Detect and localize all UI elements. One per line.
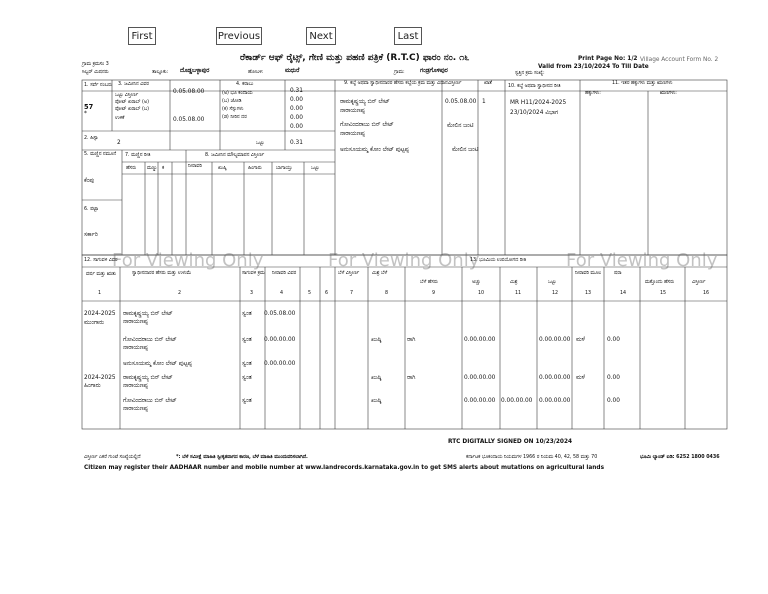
kharab-value-2: 0.00 xyxy=(290,97,303,103)
col-mixed: ಮಿಶ್ರ xyxy=(510,280,518,285)
hobli-label: ಹೋಬಳಿ: xyxy=(248,70,264,75)
land-row-kharab-a: ಪೋಟ್ ಖರಾಬ್ (ಅ) xyxy=(115,100,149,105)
col-pure: ಅಚ್ಚು xyxy=(472,280,481,285)
col-head-rabi: ಹಿಂಗಾರು xyxy=(248,166,262,171)
col-num-7: 7 xyxy=(350,291,354,296)
col-num-2: 2 xyxy=(178,291,182,296)
row5-name: ಗೋವಿಂದರಾಜು ಬಿನ್ ಲೇಟ್ xyxy=(123,398,177,404)
head-valuation: 8. ಜಮೀನಿನ ಮೌಲ್ಯಮಾಪನ ವಿಸ್ತೀರ್ಣ xyxy=(205,153,265,158)
col-head-garden: ಬಾಗಾಯ್ತು xyxy=(276,166,293,171)
digital-signature-note: RTC DIGITALLY SIGNED ON 10/23/2024 xyxy=(448,439,573,445)
kharab-row-a: (ಅ) ಭೂ ಕಂದಾಯ xyxy=(222,91,253,96)
col-num-8: 8 xyxy=(385,291,389,296)
col-head-total: ಒಟ್ಟು xyxy=(311,166,320,171)
row2-name: ಗೋವಿಂದರಾಜು ಬಿನ್ ಲೇಟ್ xyxy=(123,337,177,343)
row5-total: 0.00.00.00 xyxy=(539,398,571,404)
row2-type: ಖುಷ್ಕಿ xyxy=(371,337,382,343)
row5-pure: 0.00.00.00 xyxy=(464,398,496,404)
head-soil-kind: 7. ಮಣ್ಣಿನ ರೀತಿ xyxy=(125,153,151,158)
head-liabilities: ಋಣಗಳು: xyxy=(660,91,677,96)
row4-mode: ಸ್ವಂತ xyxy=(242,375,252,381)
row3-mode: ಸ್ವಂತ xyxy=(242,361,252,367)
head-owner-area: ವಿಸ್ತೀರ್ಣ xyxy=(448,81,462,86)
row4-name-line2: ನಾರಾಯಣಪ್ಪ xyxy=(123,383,148,389)
head-khata: ಖಾತೆ xyxy=(484,81,492,86)
owner-1-name: ರಾಮಕೃಷ್ಣಯ್ಯ ಬಿನ್ ಲೇಟ್ xyxy=(340,99,390,105)
land-row-total: ಒಟ್ಟು ವಿಸ್ತೀರ್ಣ xyxy=(115,93,139,98)
row3-name: ಅನುಸೂಯಮ್ಮ ಕೋಂ ಲೇಟ್ ಪುಟ್ಟಪ್ಪ xyxy=(123,361,192,367)
col-num-4: 4 xyxy=(280,291,284,296)
row4-season: ಹಿಂಗಾರು xyxy=(84,383,101,389)
kharab-value-4: 0.00 xyxy=(290,115,303,121)
footer-crop-survey-note: *: ಬೆಳೆ ಸಮೀಕ್ಷೆ ಮಾಹಿತಿ ಸ್ವೀಕೃತವಾಗದ ಕಾರಣ, ಬೆಳೆ ಮಾಹಿತಿ ಮುಂದುವರಿಸಲಾಗಿದೆ. xyxy=(176,455,308,460)
watermark-1: For Viewing Only xyxy=(112,250,264,271)
previous-page-button[interactable]: Previous xyxy=(216,27,262,45)
kharab-row-c: (ಕ) ಸೆಸ್ಸುಗಳು xyxy=(222,107,244,112)
row1-name: ರಾಮಕೃಷ್ಣಯ್ಯ ಬಿನ್ ಲೇಟ್ xyxy=(123,311,173,317)
owner-3-name: ಅನುಸೂಯಮ್ಮ ಕೋಂ ಲೇಟ್ ಪುಟ್ಟಪ್ಪ xyxy=(340,147,409,153)
document-title: ರೆಕಾರ್ಡ್ ಆಫ್ ರೈಟ್ಸ್, ಗೇಣಿ ಮತ್ತು ಪಹಣಿ ಪತ್ರಿಕೆ (R.T.C) ಫಾರಂ ನಂ. ೧೬ xyxy=(240,53,470,63)
row4-name: ರಾಮಕೃಷ್ಣಯ್ಯ ಬಿನ್ ಲೇಟ್ xyxy=(123,375,173,381)
col-crop-name: ಬೆಳೆ ಹೆಸರು xyxy=(420,280,438,285)
head-soil-type: 5. ಮಣ್ಣಿನ ನಮೂನೆ xyxy=(84,152,117,157)
kharab-value-3: 0.00 xyxy=(290,106,303,112)
watermark-2: For Viewing Only xyxy=(328,250,480,271)
survey-star: * xyxy=(84,111,87,117)
land-row-balance: ಉಳಿಕೆ xyxy=(115,116,125,121)
col-irrigation-source: ನೀರಾವರಿ ಮೂಲ xyxy=(575,271,602,276)
taluk-value: ದೊಡ್ಡಬಳ್ಳಾಪುರ xyxy=(180,68,210,74)
col-head-soil: ಮಣ್ಣು xyxy=(147,166,158,171)
row2-mode: ಸ್ವಂತ xyxy=(242,337,252,343)
head-patta: 6. ಪಟ್ಟಾ xyxy=(84,207,99,212)
row5-type: ಖುಷ್ಕಿ xyxy=(371,398,382,404)
taluk-label: ತಾಲ್ಲೂಕು: xyxy=(152,70,169,75)
row1-season: ಮುಂಗಾರು xyxy=(84,320,105,326)
col-num-14: 14 xyxy=(620,291,627,296)
owner-3-note: ಮೇಲಿನ ಜಂಟಿ xyxy=(452,147,479,153)
head-other-rights: 11. ಇತರ ಹಕ್ಕುಗಳು ಮತ್ತು ಋಣಗಳು xyxy=(612,81,673,86)
head-land-details: 3. ಜಮೀನಿನ ವಿವರ xyxy=(118,82,149,87)
first-page-button[interactable]: First xyxy=(128,27,156,45)
row2-area: 0.00.00.00 xyxy=(264,337,296,343)
row1-mode: ಸ್ವಂತ xyxy=(242,311,252,317)
head-rights: ಹಕ್ಕುಗಳು: xyxy=(585,91,601,96)
head-survey-no: 1. ಸರ್ವೆ ನಂಬರು xyxy=(84,83,113,88)
col-other-name: ಮತ್ತೊಂದು ಹೆಸರು xyxy=(645,280,675,285)
validity-period: Valid from 23/10/2024 To Till Date xyxy=(538,64,649,70)
col-num-3: 3 xyxy=(250,291,254,296)
col-year-season: ವರ್ಷ ಮತ್ತು ಋತು xyxy=(86,272,117,277)
watermark-3: For Viewing Only xyxy=(566,250,718,271)
hissa-number: 2 xyxy=(117,140,121,146)
row4-crop: ರಾಗಿ xyxy=(407,375,416,381)
citizen-notice: Citizen may register their AADHAAR number and mobile number at www.landrecords.karnataka.gov.in to get SMS alerts about mutations on agricultural lands xyxy=(84,465,605,471)
owner-2-name-line2: ನಾರಾಯಣಪ್ಪ xyxy=(340,131,365,137)
col-remarks: ಷರಾ xyxy=(614,271,622,276)
village-label: ಸಿಲ್ವರ್ ಮಿಷನರು xyxy=(82,70,109,75)
balance-area: 0.05.08.00 xyxy=(173,117,205,123)
col-irrigation: ನೀರಾವರಿ ವಿವರ xyxy=(272,271,297,276)
head-possession: 10. ಕಬ್ಜೆ ಅಥವಾ ಸ್ವಾಧೀನದ ರೀತಿ xyxy=(508,84,561,89)
col-num-16: 16 xyxy=(703,291,710,296)
head-kharab: 4. ಕರಾಬು xyxy=(236,82,254,87)
row5-mixed: 0.00.00.00 xyxy=(501,398,533,404)
row4-year: 2024-2025 xyxy=(84,375,116,381)
mutation-number: MR H11/2024-2025 xyxy=(510,100,567,106)
col-total: ಒಟ್ಟು xyxy=(548,280,557,285)
row1-area: 0.05.08.00 xyxy=(264,311,296,317)
head-owner: 9. ಕಬ್ಜೆ ಅಥವಾ ಸ್ವಾಧೀನದಾರರ ಹೆಸರು ಕಬ್ಜೆಯ ಕ್ರಮ ಮತ್ತು ವಿಧಾನ xyxy=(344,81,448,86)
row2-total: 0.00.00.00 xyxy=(539,337,571,343)
row2-pure: 0.00.00.00 xyxy=(464,337,496,343)
kharab-row-b: (ಬ) ಜೋಡಿ xyxy=(222,99,242,104)
owner-1-name-line2: ನಾರಾಯಣಪ್ಪ xyxy=(340,108,365,114)
row2-name-line2: ನಾರಾಯಣಪ್ಪ xyxy=(123,345,148,351)
col-owner-cultivator: ಸ್ವಾಧೀನದಾರರ ಹೆಸರು ಮತ್ತು ಉಳುಮೆ xyxy=(132,271,192,276)
row5-mode: ಸ್ವಂತ xyxy=(242,398,252,404)
col-num-9: 9 xyxy=(432,291,436,296)
col-num-5: 5 xyxy=(308,291,312,296)
col-crop-area: ಬೆಳೆ ವಿಸ್ತೀರ್ಣ xyxy=(338,271,360,276)
col-head-name: ಹೆಸರು xyxy=(126,166,137,171)
village-name: ಗಂಡ್ರಗೊಳಿಪುರ xyxy=(420,68,448,74)
row2-remarks: 0.00 xyxy=(607,337,620,343)
survey-number: 57 xyxy=(84,103,94,111)
kharab-row-d: (ಡ) ನೀರಿನ ದರ xyxy=(222,115,247,120)
owner-2-name: ಗೋವಿಂದರಾಜು ಬಿನ್ ಲೇಟ್ xyxy=(340,122,394,128)
patta-value: ಸರ್ಕಾರಿ xyxy=(84,232,98,238)
col-num-15: 15 xyxy=(660,291,667,296)
hissa-total-label: ಒಟ್ಟು xyxy=(256,141,265,146)
col-cult-mode: ಸಾಗುವಳಿ ಕ್ರಮ xyxy=(242,271,265,276)
hissa-total: 0.31 xyxy=(290,140,303,146)
row2-source: ಮಳೆ xyxy=(576,337,585,343)
row5-name-line2: ನಾರಾಯಣಪ್ಪ xyxy=(123,406,148,412)
print-page-number: Print Page No: 1/2 xyxy=(578,56,638,62)
village-number: ಗ್ರಾಮ ಕ್ರಮಸಂ 3 xyxy=(82,62,109,67)
hobli-value: ಮಧುರೆ xyxy=(285,68,300,74)
total-area: 0.05.08.00 xyxy=(173,89,205,95)
row5-remarks: 0.00 xyxy=(607,398,620,404)
owner-1-area: 0.05.08.00 xyxy=(445,99,477,105)
col-area: ವಿಸ್ತೀರ್ಣ xyxy=(692,280,706,285)
soil-type-value: ಕೆಂಪು xyxy=(84,178,95,184)
owner-2-note: ಮೇಲಿನ ಜಂಟಿ xyxy=(447,123,474,129)
col-head-irrigated: ನೀರಾವರಿ xyxy=(188,164,202,169)
row1-year: 2024-2025 xyxy=(84,311,116,317)
row1-name-line2: ನಾರಾಯಣಪ್ಪ xyxy=(123,319,148,325)
kharab-value-1: 0.31 xyxy=(290,88,303,94)
col-mixed-crop: ಮಿಶ್ರ ಬೆಳೆ xyxy=(372,271,388,276)
land-row-kharab-b: ಪೋಟ್ ಖರಾಬ್ (ಬ) xyxy=(115,107,150,112)
col-num-13: 13 xyxy=(585,291,592,296)
row3-area: 0.00.00.00 xyxy=(264,361,296,367)
footer-area-note: ವಿಸ್ತೀರ್ಣ ಎಕರೆ ಗುಂಟೆ ಸಂಖ್ಯೆಯಲ್ಲಿದೆ xyxy=(84,455,141,460)
col-num-10: 10 xyxy=(478,291,485,296)
head-hissa: 2. ಹಿಸ್ಸಾ xyxy=(84,136,99,141)
col-num-11: 11 xyxy=(515,291,522,296)
head-cultivation: 12. ಸಾಗುವಳಿ ವಿವರ xyxy=(84,258,118,263)
survey-label: ಸ್ವತ್ತಿನ ಕ್ರಮ ಸಂಖ್ಯೆ: xyxy=(515,71,545,76)
row4-total: 0.00.00.00 xyxy=(539,375,571,381)
col-head-dry: ಖುಷ್ಕಿ xyxy=(218,166,227,171)
col-num-12: 12 xyxy=(552,291,559,296)
last-page-button[interactable]: Last xyxy=(394,27,422,45)
village-name-label: ಗ್ರಾಮ: xyxy=(394,70,405,75)
row4-source: ಮಳೆ xyxy=(576,375,585,381)
col-head-k: ಕ xyxy=(162,166,165,171)
row4-type: ಖುಷ್ಕಿ xyxy=(371,375,382,381)
next-page-button[interactable]: Next xyxy=(306,27,336,45)
row4-remarks: 0.00 xyxy=(607,375,620,381)
row4-pure: 0.00.00.00 xyxy=(464,375,496,381)
col-num-6: 6 xyxy=(325,291,329,296)
land-id: ಭೂಮಿ ಲ್ಯಾಂಡ್ ಐಡಿ: 6252 1800 0436 xyxy=(640,455,720,460)
owner-1-khata: 1 xyxy=(482,99,486,105)
footer-rules-note: ಕರ್ನಾಟಕ ಭೂಕಂದಾಯ ನಿಯಮಗಳ 1966 ರ ನಿಯಮ 40, 42, 58 ಮತ್ತು 70 xyxy=(466,455,598,460)
col-num-1: 1 xyxy=(98,291,102,296)
form-number: Village Account Form No. 2 xyxy=(640,57,719,63)
row2-crop: ರಾಗಿ xyxy=(407,337,416,343)
kharab-value-5: 0.00 xyxy=(290,124,303,130)
head-land-use: 13. ಭೂಮಿಯ ಉಪಯೋಗದ ರೀತಿ xyxy=(470,258,527,263)
mutation-date: 23/10/2024 ವಿಭಾಗ xyxy=(510,110,559,116)
